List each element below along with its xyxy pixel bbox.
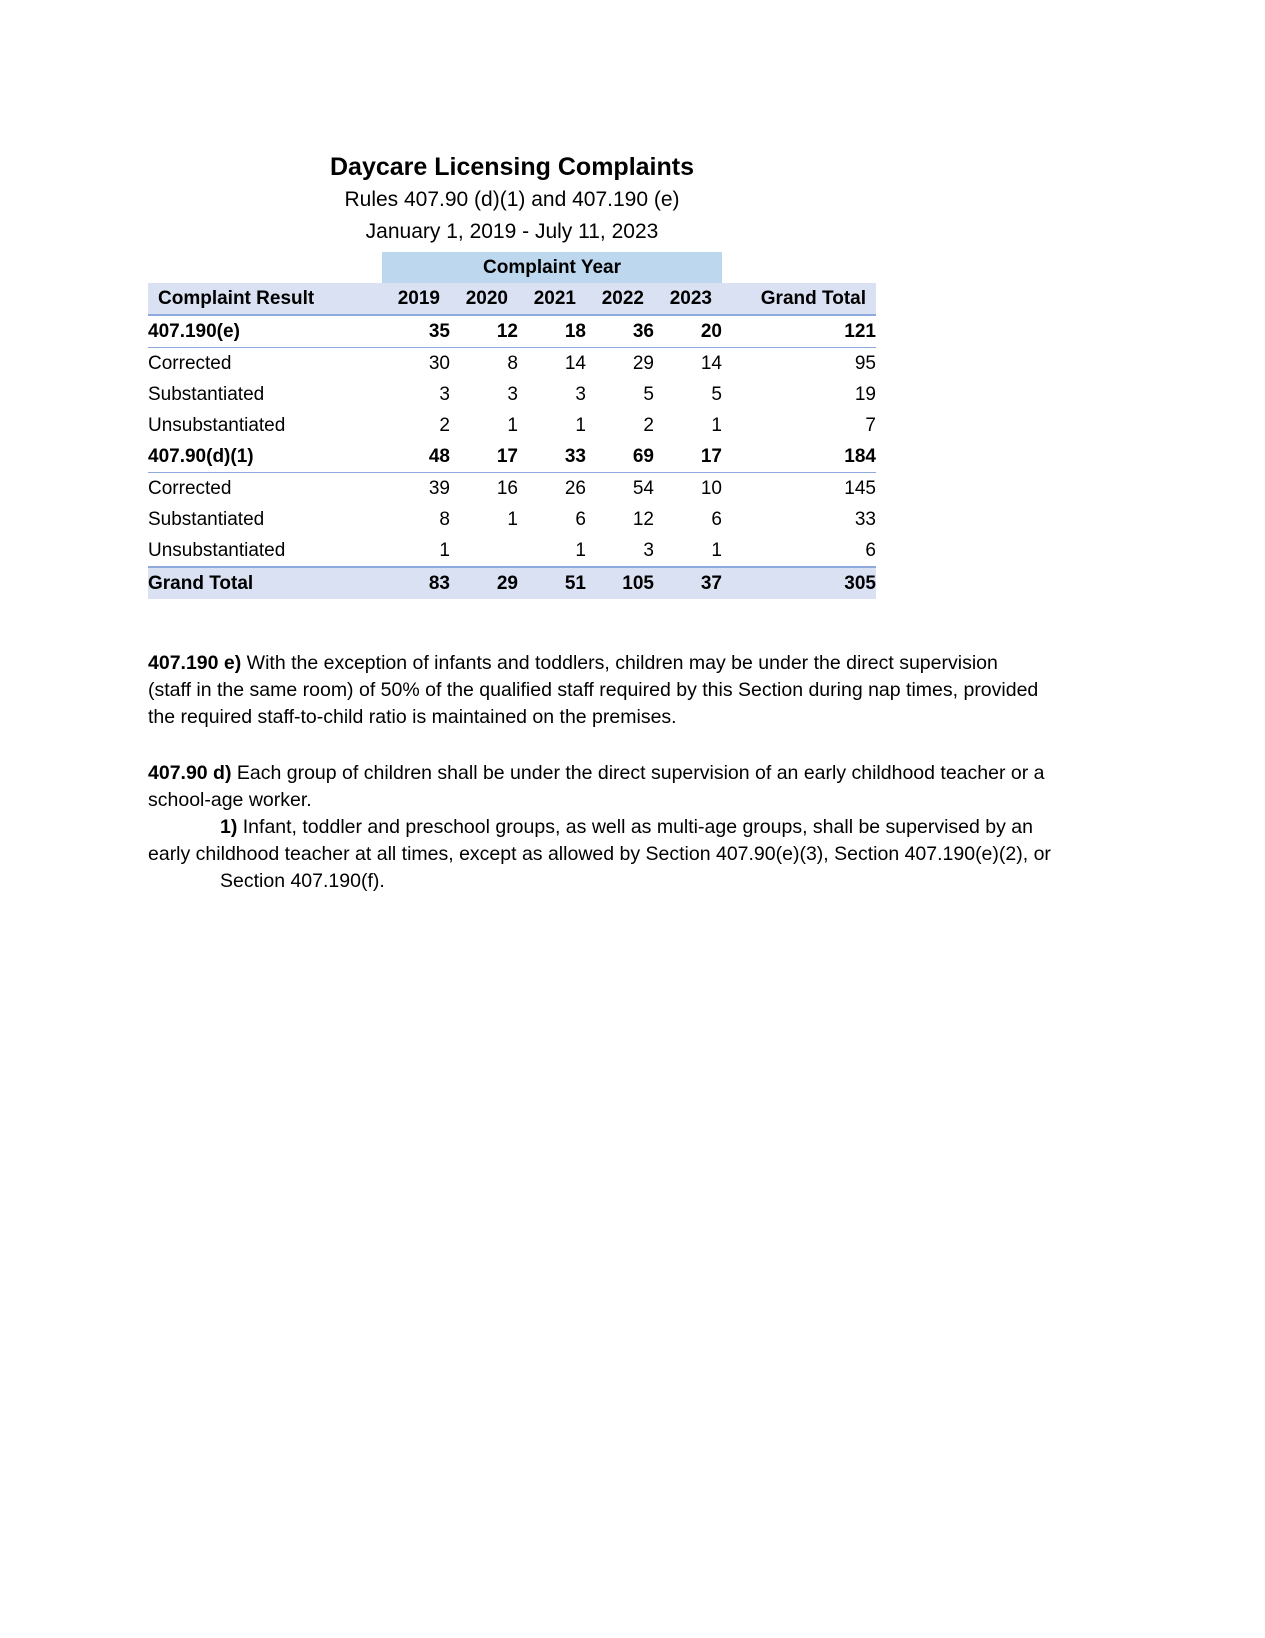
table-cell: 37 [654,567,722,599]
column-header: 2019 [382,283,450,315]
table-cell: 1 [711,415,722,436]
table-cell: 95 [854,353,876,374]
table-cell: 33 [518,441,586,473]
row-label: Unsubstantiated [148,540,286,561]
table-cell: 2 [439,415,450,436]
column-header: 2022 [586,283,654,315]
table-cell: 12 [632,509,654,530]
table-cell: 48 [382,441,450,473]
table-row [148,410,876,441]
table-cell: 19 [854,384,876,405]
table-cell: 12 [450,315,518,348]
row-label: Corrected [148,353,232,374]
row-label: 407.90(d)(1) [148,441,382,473]
table-cell: 3 [439,384,450,405]
table-cell: 105 [586,567,654,599]
table-cell: 29 [450,567,518,599]
table-cell: 33 [854,509,876,530]
column-header: 2020 [450,283,518,315]
table-cell: 17 [450,441,518,473]
table-cell: 16 [496,478,518,499]
table-cell: 145 [844,478,876,499]
report-header [148,150,876,248]
column-header: Grand Total [722,283,876,315]
table-cell: 1 [439,540,450,561]
table-cell: 1 [507,509,518,530]
table-cell: 1 [575,540,586,561]
table-cell: 305 [722,567,876,599]
table-row [148,441,876,473]
table-row [148,504,876,535]
rule-90d-sub-line2: early childhood teacher at all times, except as allowed by Section 407.90(e)(3), Section 407.190(e)(2), or [148,843,1051,865]
table-cell: 39 [428,478,450,499]
table-cell: 29 [632,353,654,374]
table-cell: 54 [632,478,654,499]
complaints-table [148,252,876,599]
table-row [148,379,876,410]
complaint-year-header: Complaint Year [382,252,722,283]
row-label: Grand Total [148,567,382,599]
grand-total-row [148,567,876,599]
row-label: Unsubstantiated [148,415,286,436]
table-cell: 14 [564,353,586,374]
table-cell [450,535,518,567]
rule-90d-sub-line3: Section 407.190(f). [220,870,385,892]
row-label: Substantiated [148,509,265,530]
table-cell: 35 [382,315,450,348]
table-cell: 6 [575,509,586,530]
table-cell: 121 [722,315,876,348]
row-label: Substantiated [148,384,265,405]
table-cell: 3 [643,540,654,561]
column-header: Complaint Result [148,283,382,315]
table-header-row [148,283,876,315]
table-row [148,473,876,505]
rule-90d-sub-line1: Infant, toddler and preschool groups, as well as multi-age groups, shall be supervised by an [237,816,1033,838]
table-cell: 26 [564,478,586,499]
column-header: 2023 [654,283,722,315]
table-cell: 18 [518,315,586,348]
rule-90d-line2: school-age worker. [148,789,312,811]
column-header: 2021 [518,283,586,315]
rule-90d-paragraph [148,760,1128,895]
table-cell: 6 [711,509,722,530]
table-cell: 7 [865,415,876,436]
rule-90d-heading: 407.90 d) [148,762,232,784]
table-cell: 8 [507,353,518,374]
rule-90d-sub-heading: 1) [220,816,238,838]
table-cell: 20 [654,315,722,348]
rule-190e-paragraph [148,650,1128,731]
rule-190e-heading: 407.190 e) [148,652,242,674]
column-group-row [148,252,876,283]
table-row [148,348,876,380]
table-cell: 1 [575,415,586,436]
report-title: Daycare Licensing Complaints [329,153,694,181]
table-cell: 1 [507,415,518,436]
table-cell: 30 [428,353,450,374]
table-cell: 2 [643,415,654,436]
rule-90d-line1: Each group of children shall be under the direct supervision of an early childhood teacher or a [231,762,1045,784]
table-cell: 14 [700,353,722,374]
table-cell: 5 [711,384,722,405]
table-cell: 3 [507,384,518,405]
rule-190e-line1: With the exception of infants and toddlers, children may be under the direct supervision [241,652,998,674]
table-cell: 17 [654,441,722,473]
table-cell: 10 [700,478,722,499]
table-row [148,315,876,348]
table-cell: 51 [518,567,586,599]
rule-190e-line2: (staff in the same room) of 50% of the qualified staff required by this Section during nap times, provided [148,679,1039,701]
report-rules: Rules 407.90 (d)(1) and 407.190 (e) [344,188,680,211]
table-cell: 69 [586,441,654,473]
row-label: 407.190(e) [148,315,382,348]
table-cell: 184 [722,441,876,473]
table-cell: 3 [575,384,586,405]
report-date-range: January 1, 2019 - July 11, 2023 [365,220,659,243]
table-cell: 8 [439,509,450,530]
table-cell: 36 [586,315,654,348]
rule-190e-line3: the required staff-to-child ratio is maintained on the premises. [148,706,677,728]
row-label: Corrected [148,478,232,499]
table-row [148,535,876,567]
table-cell: 6 [865,540,876,561]
table-cell: 83 [382,567,450,599]
table-cell: 5 [643,384,654,405]
table-cell: 1 [711,540,722,561]
